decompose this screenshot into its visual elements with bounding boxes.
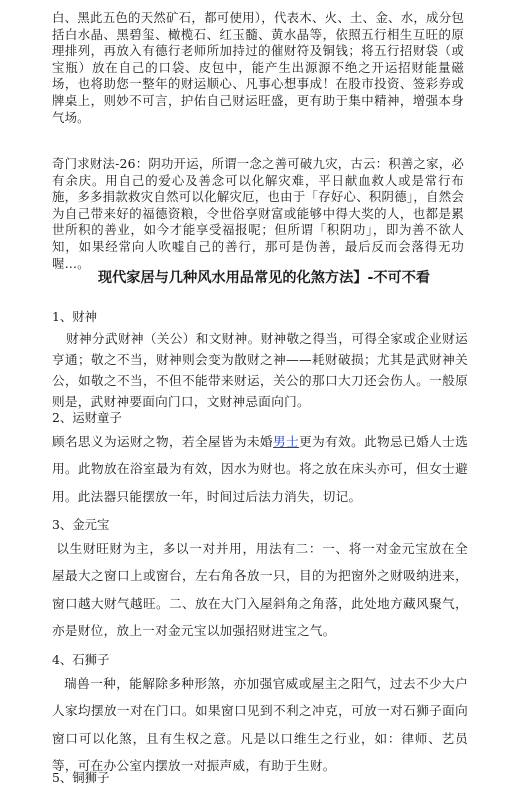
item-body-jin-yuanbao-text: 以生财旺财为主，多以一对并用，用法有二：一、将一对金元宝放在全屋最大之窗口上或窗台，左右角各放一只，目的为把窗外之财吸纳进来，窗口越大财气越旺。二、放在大门入屋斜角之角落，此处地方藏风聚气，亦是财位，放上一对金元宝以加强招财进宝之气。	[52, 541, 468, 638]
item-body-caishen-text: 财神分武财神（关公）和文财神。财神敬之得当，可得全家或企业财运亨通；敬之不当，财神则会变为散财之神——耗财破损；尤其是武财神关公，如敬之不当，不但不能带来财运，关公的那口大刀还会伤人。一般原则是，武财神要面向门口，文财神忌面向门。	[52, 331, 468, 409]
section-heading	[44, 267, 484, 287]
item-body-yuncai-part-a: 顾名思义为运财之物，若全屋皆为未婚	[52, 434, 274, 449]
item-body-yuncai-tongzi	[52, 428, 468, 510]
item-title-caishen: 1、财神	[52, 309, 98, 324]
item-body-caishen	[52, 328, 468, 412]
item-body-yuncai-part-b: 更为有效。此物忌已婚人士选用。此物放在浴室最为有效，因水为财也。将之放在床头亦可，但女士避用。此法器只能摆放一年，时间过后法力消失，切记。	[52, 434, 468, 504]
item-title-tong-shizi: 5、铜狮子	[52, 770, 110, 785]
link-nanshi[interactable]: 男士	[273, 434, 300, 449]
item-title-jin-yuanbao: 3、金元宝	[52, 517, 110, 532]
item-body-shi-shizi-text: 瑞兽一种，能解除多种形煞，亦加强官威或屋主之阳气，过去不少大户人家均摆放一对在门口。如果窗口见到不利之冲克，可放一对石狮子面向窗口可以化煞，且有生权之意。凡是以口维生之行业，如：律师、艺员等，可在办公室内摆放一对振声威，有助于生财。	[52, 676, 468, 773]
item-title-shi-shizi: 4、石狮子	[52, 652, 110, 667]
heading-main: 现代家居与几种风水用品常见的化煞方法】	[97, 270, 368, 286]
item-body-shi-shizi	[52, 670, 468, 779]
item-body-jin-yuanbao	[52, 535, 468, 644]
heading-tail: -不可不看	[367, 270, 431, 286]
item-title-yuncai-tongzi: 2、运财童子	[52, 410, 122, 425]
paragraph-five-element-bag: 白、黑此五色的天然矿石，都可使用），代表木、火、土、金、水，成分包括白水晶、黑碧玺、橄榄石、红玉髓、黄水晶等，依照五行相生互旺的原理排列，再放入有德行老师所加持过的催财符及铜钱；将五行招财袋（或宝瓶）放在自己的口袋、皮包中，能产生出源源不绝之开运招财能量磁场，也将助您一整年的财运顺心、凡事心想事成！在股市投资、签彩券或牌桌上，则妙不可言，护佑自己财运旺盛，更有助于集中精神，增强本身气场。	[52, 10, 464, 125]
paragraph-qimen-wealth-26: 奇门求财法-26：阴功开运，所谓一念之善可破九灾，古云：积善之家，必有余庆。用自己的爱心及善念可以化解灾难，平日献血救人或是常行布施，多多捐款救灾自然可以化解灾厄，也由于「存好心、积阴德」，自然会为自己带来好的福德资粮，令世俗享财富或能够中得大奖的人，也都是累世所积的善业，如今才能享受福报呢；但所谓「积阴功」，即为善不欲人知，如果经常向人吹嘘自己的善行，那可是伪善，最后反而会落得无功喔…。	[52, 156, 464, 271]
